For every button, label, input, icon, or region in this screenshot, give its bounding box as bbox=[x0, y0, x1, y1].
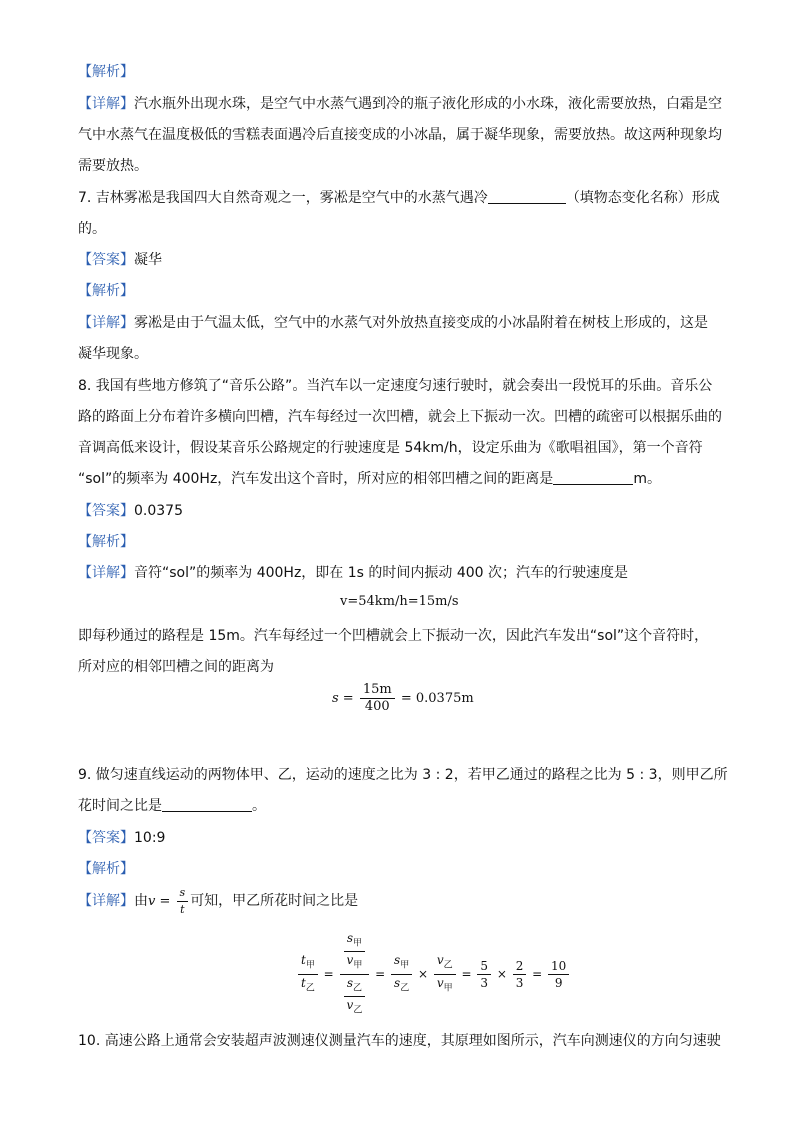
detail-6-line-3: 需要放热。 bbox=[78, 158, 148, 174]
answer-7: 【答案】凝华 bbox=[78, 252, 162, 268]
question-10-line-1: 10. 高速公路上通常会安装超声波测速仪测量汽车的速度，其原理如图所示，汽车向测速仪的方向匀速驶 bbox=[78, 1033, 721, 1049]
detail-6-line-2: 气中水蒸气在温度极低的雪糕表面遇冷后直接变成的小冰晶，属于凝华现象，需要放热。故这两种现象均 bbox=[78, 127, 722, 143]
detail-tag: 【详解】 bbox=[78, 96, 134, 112]
analysis-tag-6: 【解析】 bbox=[78, 64, 134, 80]
equation-speed: v=54km/h=15m/s bbox=[340, 594, 459, 609]
question-9-line-1: 9. 做匀速直线运动的两物体甲、乙，运动的速度之比为 3 : 2，若甲乙通过的路程之比为 5 : 3，则甲乙所 bbox=[78, 767, 728, 783]
detail-8-line-2: 即每秒通过的路程是 15m。汽车每经过一个凹槽就会上下振动一次，因此汽车发出“sol”这个音符时， bbox=[78, 628, 709, 644]
question-8-line-3: 音调高低来设计，假设某音乐公路规定的行驶速度是 54km/h，设定乐曲为《歌唱祖国》，第一个音符 bbox=[78, 440, 703, 456]
equation-time-ratio: $\frac{t_甲}{t_乙}$ = $\frac{\frac{s_甲}{v_甲}}{\frac{s_乙}{v_乙}}$ = $\frac{s_甲}{s_乙}$ × $\frac{v_乙}{v_甲}$ = $\frac{5}{3}$ × $\frac{2}{3}$ = $\frac{10}{9}$ bbox=[296, 930, 571, 1019]
question-8-line-4: “sol”的频率为 400Hz，汽车发出这个音时，所对应的相邻凹槽之间的距离是 m。 bbox=[78, 471, 661, 487]
answer-8: 【答案】0.0375 bbox=[78, 503, 183, 519]
analysis-tag-8: 【解析】 bbox=[78, 534, 134, 550]
detail-7-line-1: 【详解】雾凇是由于气温太低，空气中的水蒸气对外放热直接变成的小冰晶附着在树枝上形成的，这是 bbox=[78, 315, 708, 331]
formula-v-s-t: v = $\frac{s}{t}$ bbox=[148, 894, 190, 909]
analysis-tag-9: 【解析】 bbox=[78, 861, 134, 877]
answer-blank bbox=[488, 189, 566, 204]
question-7-line-1: 7. 吉林雾凇是我国四大自然奇观之一，雾凇是空气中的水蒸气遇冷 （填物态变化名称）形成 bbox=[78, 190, 720, 206]
question-9-line-2: 花时间之比是 。 bbox=[78, 798, 266, 814]
equation-distance: s = $\frac{15m}{400}$ = 0.0375m bbox=[332, 682, 474, 714]
analysis-tag-7: 【解析】 bbox=[78, 283, 134, 299]
detail-8-line-1: 【详解】音符“sol”的频率为 400Hz，即在 1s 的时间内振动 400 次；汽车的行驶速度是 bbox=[78, 565, 629, 581]
answer-blank bbox=[162, 797, 252, 812]
answer-blank bbox=[553, 470, 633, 485]
fraction: $\frac{15m}{400}$ bbox=[360, 682, 395, 715]
question-8-line-1: 8. 我国有些地方修筑了“音乐公路”。当汽车以一定速度匀速行驶时，就会奏出一段悦耳的乐曲。音乐公 bbox=[78, 378, 713, 394]
detail-7-line-2: 凝华现象。 bbox=[78, 346, 148, 362]
question-7-line-2: 的。 bbox=[78, 221, 106, 237]
detail-6-line-1: 【详解】汽水瓶外出现水珠，是空气中水蒸气遇到冷的瓶子液化形成的小水珠，液化需要放热，白霜是空 bbox=[78, 96, 722, 112]
question-8-line-2: 路的路面上分布着许多横向凹槽，汽车每经过一次凹槽，就会上下振动一次。凹槽的疏密可以根据乐曲的 bbox=[78, 409, 722, 425]
detail-9-line-1: 【详解】由v = $\frac{s}{t}$ 可知，甲乙所花时间之比是 bbox=[78, 886, 359, 916]
detail-8-line-3: 所对应的相邻凹槽之间的距离为 bbox=[78, 659, 274, 675]
answer-9: 【答案】10:9 bbox=[78, 830, 166, 846]
